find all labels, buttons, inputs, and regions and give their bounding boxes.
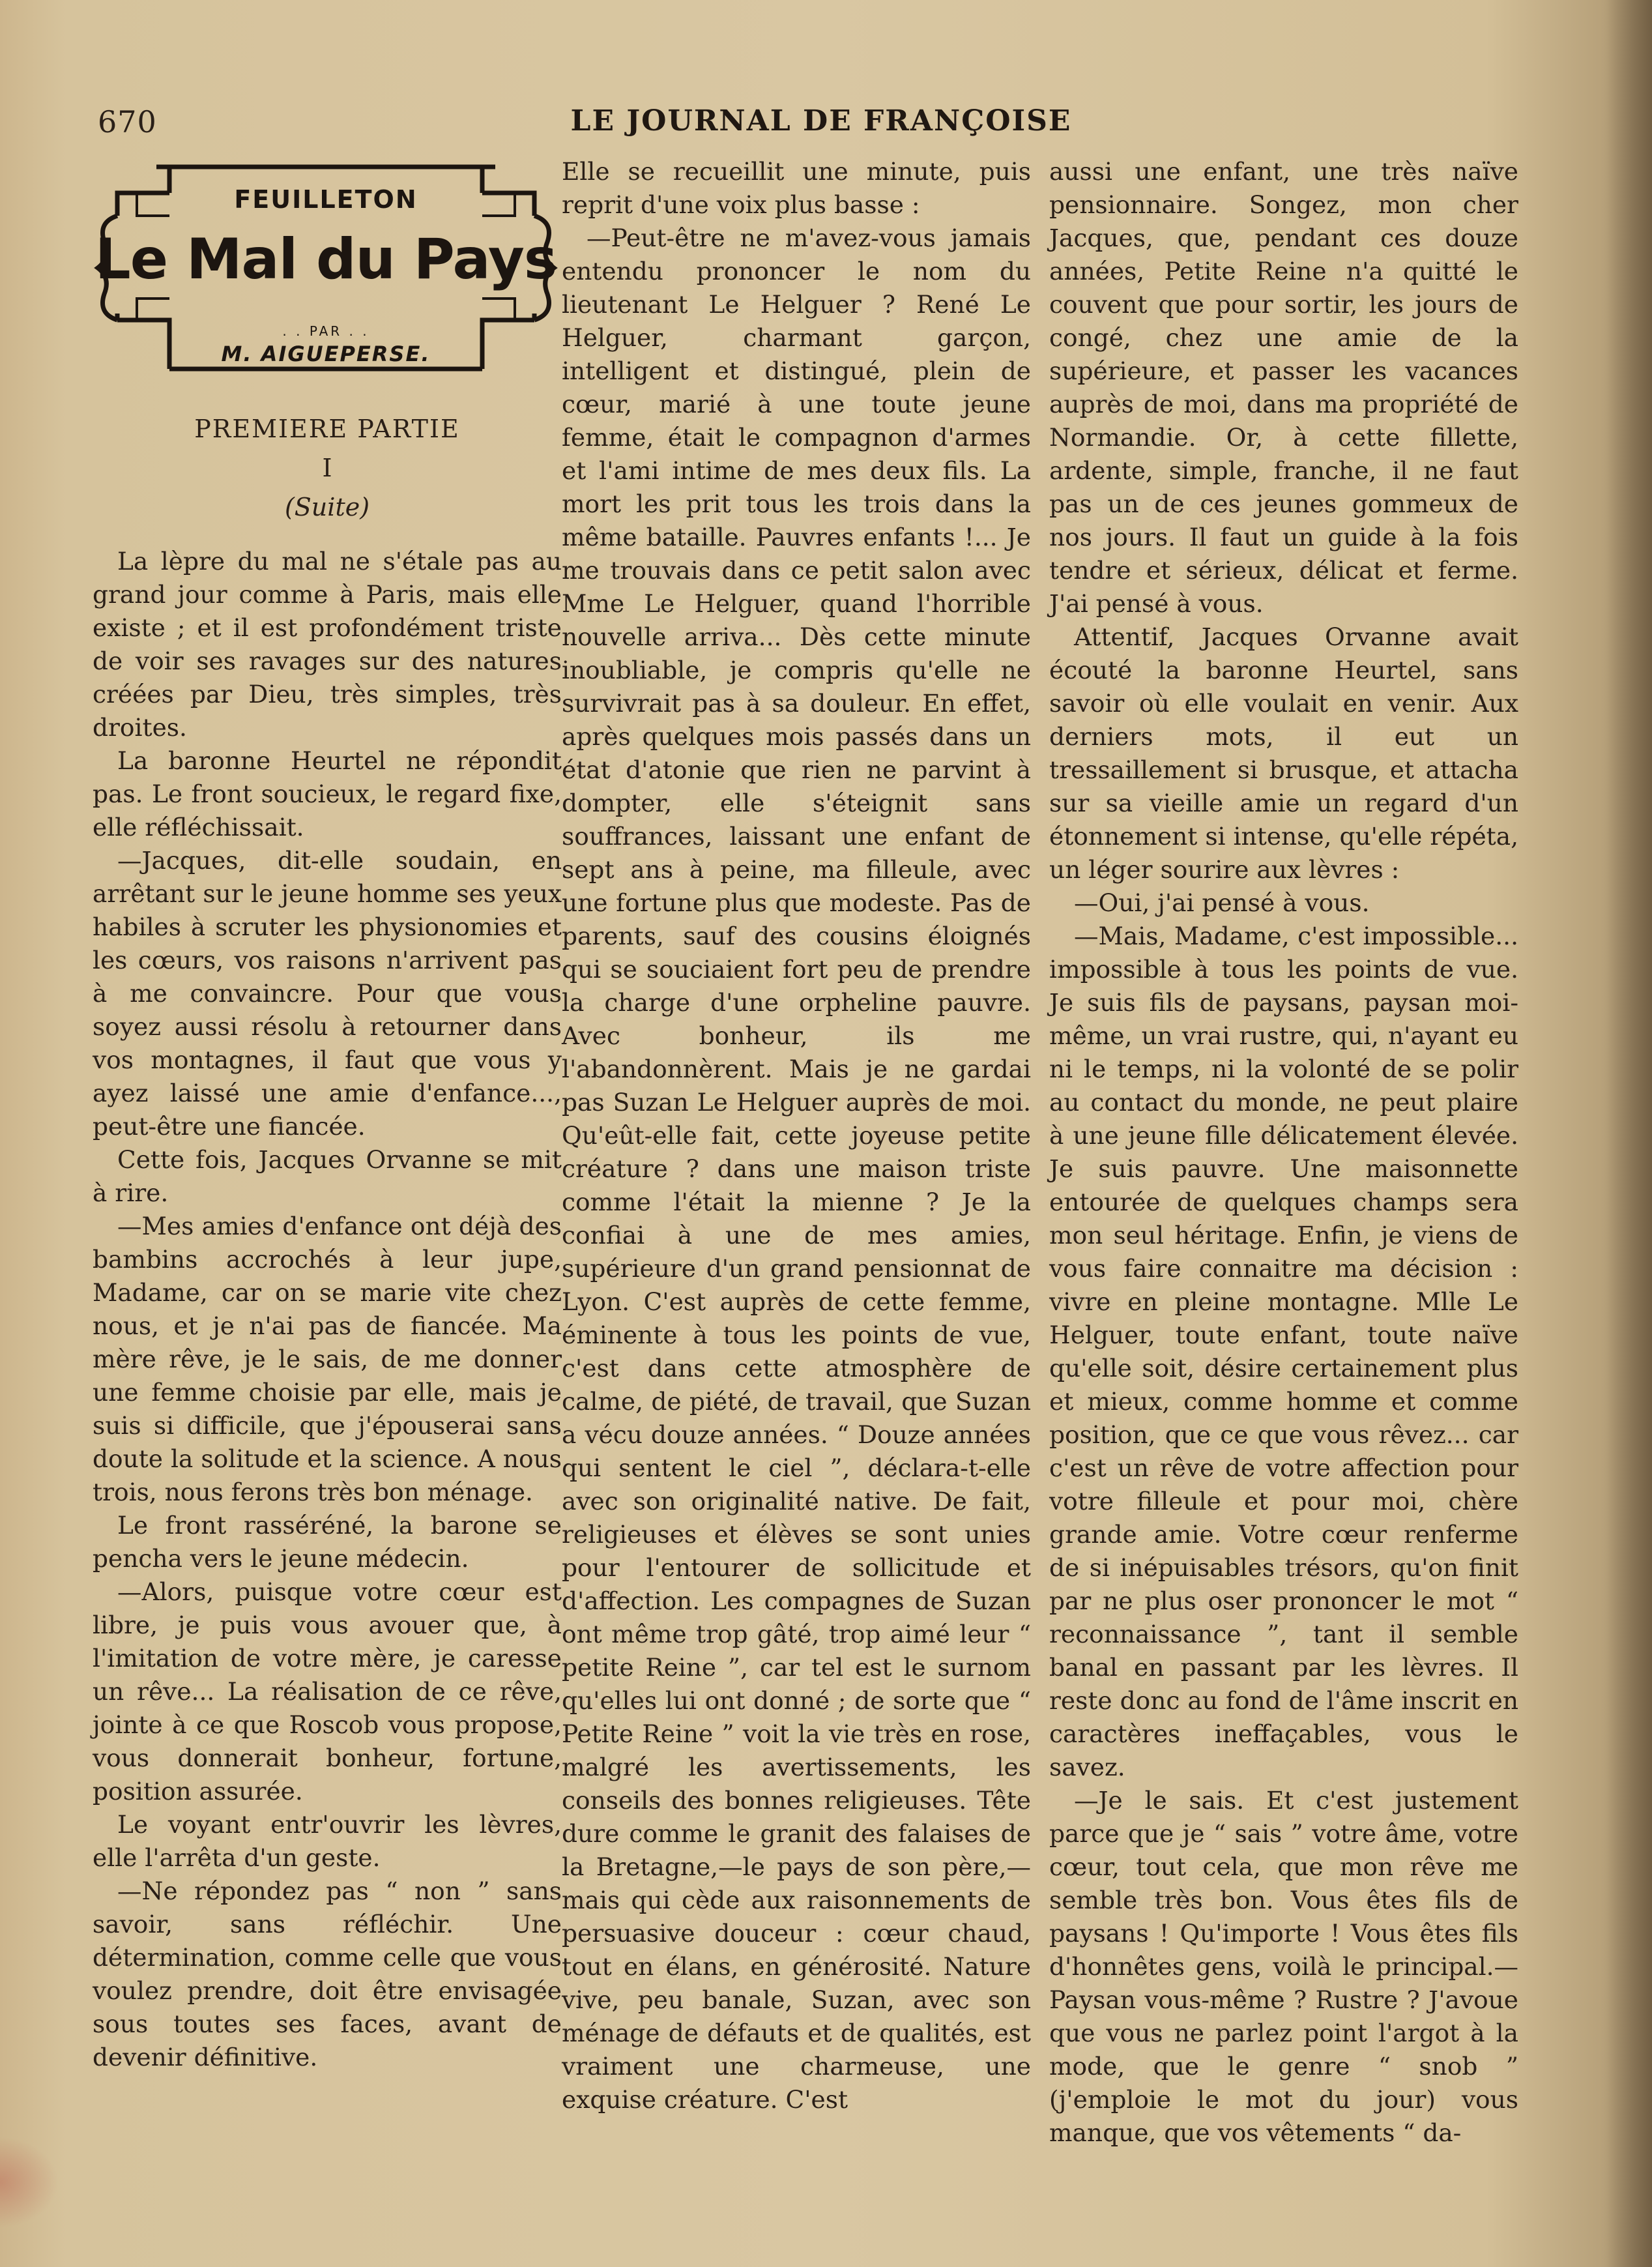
paragraph: Le front rasséréné, la barone se pencha vers le jeune médecin. (93, 1511, 562, 1573)
page-number: 670 (98, 104, 157, 139)
by-label: . . PAR . . (282, 323, 370, 339)
paragraph: —Oui, j'ai pensé à vous. (1074, 888, 1370, 917)
author-name: M. AIGUEPERSE. (221, 342, 431, 366)
paragraph: —Jacques, dit-elle soudain, en arrêtant sur le jeune homme ses yeux habiles à scruter les physionomies et les cœurs, vos raisons n'arrivent pas à me convaincre. Pour que vous soyez aussi résolu à retourner dans vos montagnes, il faut que vous y ayez laissé une amie d'enfance..., peut-être une fiancée. (93, 846, 562, 1141)
section-heading (93, 409, 562, 527)
journal-title: LE JOURNAL DE FRANÇOISE (570, 104, 1072, 138)
paragraph: —Alors, puisque votre cœur est libre, je puis vous avouer que, à l'imitation de votre mère, je caresse un rêve... La réalisation de ce rêve, jointe à ce que Roscob vous propose, vous donnerait bonheur, fortune, position assurée. (93, 1577, 562, 1806)
paragraph: La lèpre du mal ne s'étale pas au grand jour comme à Paris, mais elle existe ; et il est profondément triste de voir ses ravages sur des natures créées par Dieu, très simples, très droites. (93, 547, 562, 742)
text-column-2 (562, 155, 1031, 2116)
paragraph: aussi une enfant, une très naïve pensionnaire. Songez, mon cher Jacques, que, pendant ces douze années, Petite Reine n'a quitté le couvent que pour sortir, les jours de congé, chez une amie de la supérieure, et passer les vacances auprès de moi, dans ma propriété de Normandie. Or, à cette fillette, ardente, simple, franche, il ne faut pas un de ces jeunes gommeux de nos jours. Il faut un guide à la fois tendre et sérieux, délicat et ferme. J'ai pensé à vous. (1049, 157, 1518, 618)
text-column-3 (1049, 155, 1518, 2150)
paragraph: —Je le sais. Et c'est justement parce que je “ sais ” votre âme, votre cœur, tout cela, que mon rêve me semble très bon. Vous êtes fils de paysans ! Qu'importe ! Vous êtes fils d'honnêtes gens, voilà le principal.— Paysan vous-même ? Rustre ? J'avoue que vous ne parlez point l'argot à la mode, que le genre “ snob ” (j'emploie le mot du jour) vous manque, que vos vêtements “ da- (1049, 1786, 1518, 2147)
paragraph: Elle se recueillit une minute, puis reprit d'une voix plus basse : (562, 157, 1031, 219)
continued-note: (Suite) (284, 493, 370, 521)
chapter-number: I (322, 454, 332, 482)
text-column-1 (93, 545, 562, 2074)
page-stain (0, 2137, 59, 2228)
paragraph: La baronne Heurtel ne répondit pas. Le front soucieux, le regard fixe, elle réfléchissait. (93, 746, 562, 841)
part-heading: PREMIERE PARTIE (194, 415, 460, 443)
paragraph: —Ne répondez pas “ non ” sans savoir, sans réfléchir. Une détermination, comme celle que vous voulez prendre, doit être envisagée sous toutes ses faces, avant de devenir définitive. (93, 1877, 562, 2071)
paragraph: Le voyant entr'ouvrir les lèvres, elle l'arrêta d'un geste. (93, 1810, 562, 1872)
page-binding-shadow (1606, 0, 1652, 2267)
serial-title: Le Mal du Pays (94, 227, 557, 292)
paragraph: Attentif, Jacques Orvanne avait écouté la baronne Heurtel, sans savoir où elle voulait en venir. Aux derniers mots, il eut un tressaillement si brusque, et attacha sur sa vieille amie un regard d'un étonnement si intense, qu'elle répéta, un léger sourire aux lèvres : (1049, 622, 1518, 884)
paragraph: —Mes amies d'enfance ont déjà des bambins accrochés à leur jupe, Madame, car on se marie vite chez nous, et je n'ai pas de fiancée. Ma mère rêve, je le sais, de me donner une femme choisie par elle, mais je suis si difficile, que j'épouserai sans doute la solitude et la science. A nous trois, nous ferons très bon ménage. (93, 1212, 562, 1506)
feuilleton-cartouche (91, 154, 560, 402)
paragraph: —Peut-être ne m'avez-vous jamais entendu prononcer le nom du lieutenant Le Helguer ? René Le Helguer, charmant garçon, intelligent et distingué, plein de cœur, marié à une toute jeune femme, était le compagnon d'armes et l'ami intime de mes deux fils. La mort les prit tous les trois dans la même bataille. Pauvres enfants !... Je me trouvais dans ce petit salon avec Mme Le Helguer, quand l'horrible nouvelle arriva... Dès cette minute inoubliable, je compris qu'elle ne survivrait pas à sa douleur. En effet, après quelques mois passés dans un état d'atonie que rien ne parvint à dompter, elle s'éteignit sans souffrances, laissant une enfant de sept ans à peine, ma filleule, avec une fortune plus que modeste. Pas de parents, sauf des cousins éloignés qui se souciaient fort peu de prendre la charge d'une orpheline pauvre. Avec bonheur, ils me l'abandonnèrent. Mais je ne gardai pas Suzan Le Helguer auprès de moi. Qu'eût-elle fait, cette joyeuse petite créature ? dans une maison triste comme l'était la mienne ? Je la confiai à une de mes amies, supérieure d'un grand pensionnat de Lyon. C'est auprès de cette femme, éminente à tous les points de vue, c'est dans cette atmosphère de calme, de piété, de travail, que Suzan a vécu douze années. “ Douze années qui sentent le ciel ”, déclara-t-elle avec son originalité native. De fait, religieuses et élèves se sont unies pour l'entourer de sollicitude et d'affection. Les compagnes de Suzan ont même trop gâté, trop aimé leur “ petite Reine ”, car tel est le surnom qu'elles lui ont donné ; de sorte que “ Petite Reine ” voit la vie très en rose, malgré les avertissements, les conseils des bonnes religieuses. Tête dure comme le granit des falaises de la Bretagne,—le pays de son père,—mais qui cède aux raisonnements de persuasive douceur : cœur chaud, tout en élans, en générosité. Nature vive, peu banale, Suzan, avec son ménage de défauts et de qualités, est vraiment une charmeuse, une exquise créature. C'est (562, 224, 1031, 2114)
paragraph: Cette fois, Jacques Orvanne se mit à rire. (93, 1145, 562, 1207)
paragraph: —Mais, Madame, c'est impossible... impossible à tous les points de vue. Je suis fils de paysans, paysan moi-même, un vrai rustre, qui, n'ayant eu ni le temps, ni la volonté de se polir au contact du monde, ne peut plaire à une jeune fille délicatement élevée. Je suis pauvre. Une maisonnette entourée de quelques champs sera mon seul héritage. Enfin, je viens de vous faire connaitre ma décision : vivre en pleine montagne. Mlle Le Helguer, toute enfant, toute naïve qu'elle soit, désire certainement plus et mieux, comme homme et comme position, que ce que vous rêvez... car c'est un rêve de votre affection pour votre filleule et pour moi, chère grande amie. Votre cœur renferme de si inépuisables trésors, qu'on finit par ne plus oser prononcer le mot “ reconnaissance ”, tant il semble banal en passant par les lèvres. Il reste donc au fond de l'âme inscrit en caractères ineffaçables, vous le savez. (1049, 922, 1518, 1781)
feuilleton-label: FEUILLETON (234, 185, 418, 214)
